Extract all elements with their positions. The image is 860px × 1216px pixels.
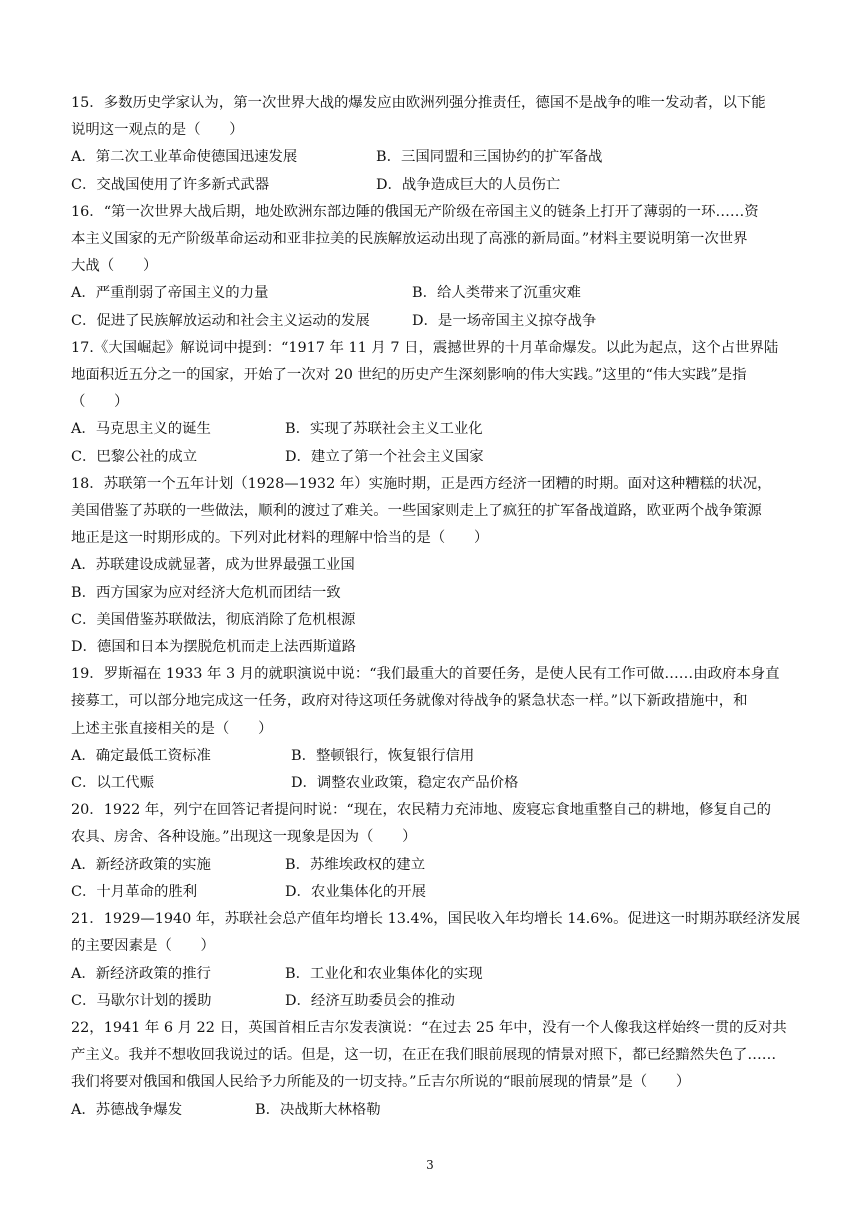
option-row	[71, 961, 803, 988]
option-row	[71, 416, 803, 443]
question-stem-line: 21．1929—1940 年，苏联社会总产值年均增长 13.4%，国民收入年均增长 14.6%。促进这一时期苏联经济发展	[71, 911, 801, 928]
option-a: A．确定最低工资标准	[71, 747, 211, 764]
option-b: B．三国同盟和三国协约的扩军备战	[376, 149, 603, 166]
question-stem-line: 本主义国家的无产阶级革命运动和亚非拉美的民族解放运动出现了高涨的新局面。”材料主要说明第一次世界	[71, 231, 748, 248]
question-stem-line: 20．1922 年，列宁在回答记者提问时说：“现在，农民精力充沛地、废寝忘食地重整自己的耕地，修复自己的	[71, 802, 772, 819]
question-16	[71, 199, 803, 335]
question-stem-line: 22，1941 年 6 月 22 日，英国首相丘吉尔发表演说：“在过去 25 年中，没有一个人像我这样始终一贯的反对共	[71, 1019, 787, 1036]
option-row	[71, 280, 803, 307]
option-row	[71, 444, 803, 471]
question-stem-line: 农具、房舍、各种设施。”出现这一现象是因为（ ）	[71, 829, 417, 846]
option-c: C．十月革命的胜利	[71, 883, 198, 900]
question-15	[71, 90, 803, 199]
option-b: B．苏维埃政权的建立	[285, 856, 426, 873]
option-row	[71, 879, 803, 906]
option-b: B．整顿银行，恢复银行信用	[291, 747, 475, 764]
question-17	[71, 335, 803, 471]
option-row	[71, 743, 803, 770]
option-a: A．马克思主义的诞生	[71, 421, 211, 438]
option-d: D．农业集体化的开展	[285, 883, 427, 900]
option-row	[71, 988, 803, 1015]
question-stem-line: 的主要因素是（ ）	[71, 938, 215, 955]
question-stem-line: 18．苏联第一个五年计划（1928—1932 年）实施时期，正是西方经济一团糟的时期。面对这种糟糕的状况，	[71, 475, 772, 492]
question-stem-line: 接募工，可以部分地完成这一任务，政府对待这项任务就像对待战争的紧急状态一样。”以下新政措施中，和	[71, 693, 748, 710]
option-a: A．严重削弱了帝国主义的力量	[71, 285, 269, 302]
question-stem-line: 17.《大国崛起》解说词中提到：“1917 年 11 月 7 日，震撼世界的十月革命爆发。以此为起点，这个占世界陆	[71, 339, 779, 356]
option-b: B．给人类带来了沉重灾难	[412, 285, 581, 302]
question-stem-line: 16．“第一次世界大战后期，地处欧洲东部边陲的俄国无产阶级在帝国主义的链条上打开了薄弱的一环……资	[71, 203, 759, 220]
option-d: D．经济互助委员会的推动	[285, 992, 455, 1009]
option-d: D．战争造成巨大的人员伤亡	[376, 176, 561, 193]
option-d: D．建立了第一个社会主义国家	[285, 448, 484, 465]
option-c: C．巴黎公社的成立	[71, 448, 198, 465]
option-b: B．决战斯大林格勒	[255, 1101, 381, 1118]
option-c: C．促进了民族解放运动和社会主义运动的发展	[71, 312, 370, 329]
option-c: C．美国借鉴苏联做法，彻底消除了危机根源	[71, 611, 356, 628]
option-c: C．马歇尔计划的援助	[71, 992, 212, 1009]
option-row	[71, 172, 803, 199]
option-c: C．以工代赈	[71, 775, 154, 792]
question-stem-line: 地正是这一时期形成的。下列对此材料的理解中恰当的是（ ）	[71, 530, 489, 547]
option-a: A．新经济政策的推行	[71, 965, 211, 982]
question-18	[71, 471, 803, 661]
option-d: D．调整农业政策，稳定农产品价格	[291, 775, 519, 792]
question-stem-line: 我们将要对俄国和俄国人民给予力所能及的一切支持。”丘吉尔所说的“眼前展现的情景”是（ ）	[71, 1074, 691, 1091]
option-b: B．工业化和农业集体化的实现	[285, 965, 483, 982]
option-a: A．苏联建设成就显著，成为世界最强工业国	[71, 557, 355, 574]
option-d: D．德国和日本为摆脱危机而走上法西斯道路	[71, 639, 356, 656]
question-stem-line: 美国借鉴了苏联的一些做法，顺利的渡过了难关。一些国家则走上了疯狂的扩军备战道路，欧亚两个战争策源	[71, 503, 762, 520]
question-21	[71, 906, 803, 1015]
question-stem-line: 上述主张直接相关的是（ ）	[71, 720, 273, 737]
option-c: C．交战国使用了许多新式武器	[71, 176, 270, 193]
option-row	[71, 770, 803, 797]
option-a: A．新经济政策的实施	[71, 856, 211, 873]
question-stem-line: 地面积近五分之一的国家，开始了一次对 20 世纪的历史产生深刻影响的伟大实践。”这里的“伟大实践”是指	[71, 367, 747, 384]
option-row	[71, 308, 803, 335]
option-row	[71, 144, 803, 171]
option-a: A．苏德战争爆发	[71, 1101, 183, 1118]
option-a: A．第二次工业革命使德国迅速发展	[71, 149, 298, 166]
question-stem-line: 19．罗斯福在 1933 年 3 月的就职演说中说：“我们最重大的首要任务，是使人民有工作可做……由政府本身直	[71, 666, 780, 683]
question-stem-line: 大战（ ）	[71, 258, 158, 275]
page-number: 3	[426, 1158, 434, 1172]
question-stem-line: 产主义。我并不想收回我说过的话。但是，这一切，在正在我们眼前展现的情景对照下，都已经黯然失色了……	[71, 1047, 777, 1064]
option-d: D．是一场帝国主义掠夺战争	[412, 312, 597, 329]
question-22	[71, 1015, 803, 1124]
question-stem-line: 15．多数历史学家认为，第一次世界大战的爆发应由欧洲列强分推责任，德国不是战争的唯一发动者，以下能	[71, 95, 766, 111]
option-b: B．西方国家为应对经济大危机而团结一致	[71, 584, 341, 601]
question-20	[71, 797, 803, 906]
option-b: B．实现了苏联社会主义工业化	[285, 421, 483, 438]
option-row	[71, 852, 803, 879]
option-row	[71, 1097, 803, 1124]
question-stem-line: 说明这一观点的是（ ）	[71, 122, 244, 139]
question-19	[71, 661, 803, 797]
question-stem-line: （ ）	[71, 394, 129, 411]
exam-page	[71, 90, 803, 1124]
